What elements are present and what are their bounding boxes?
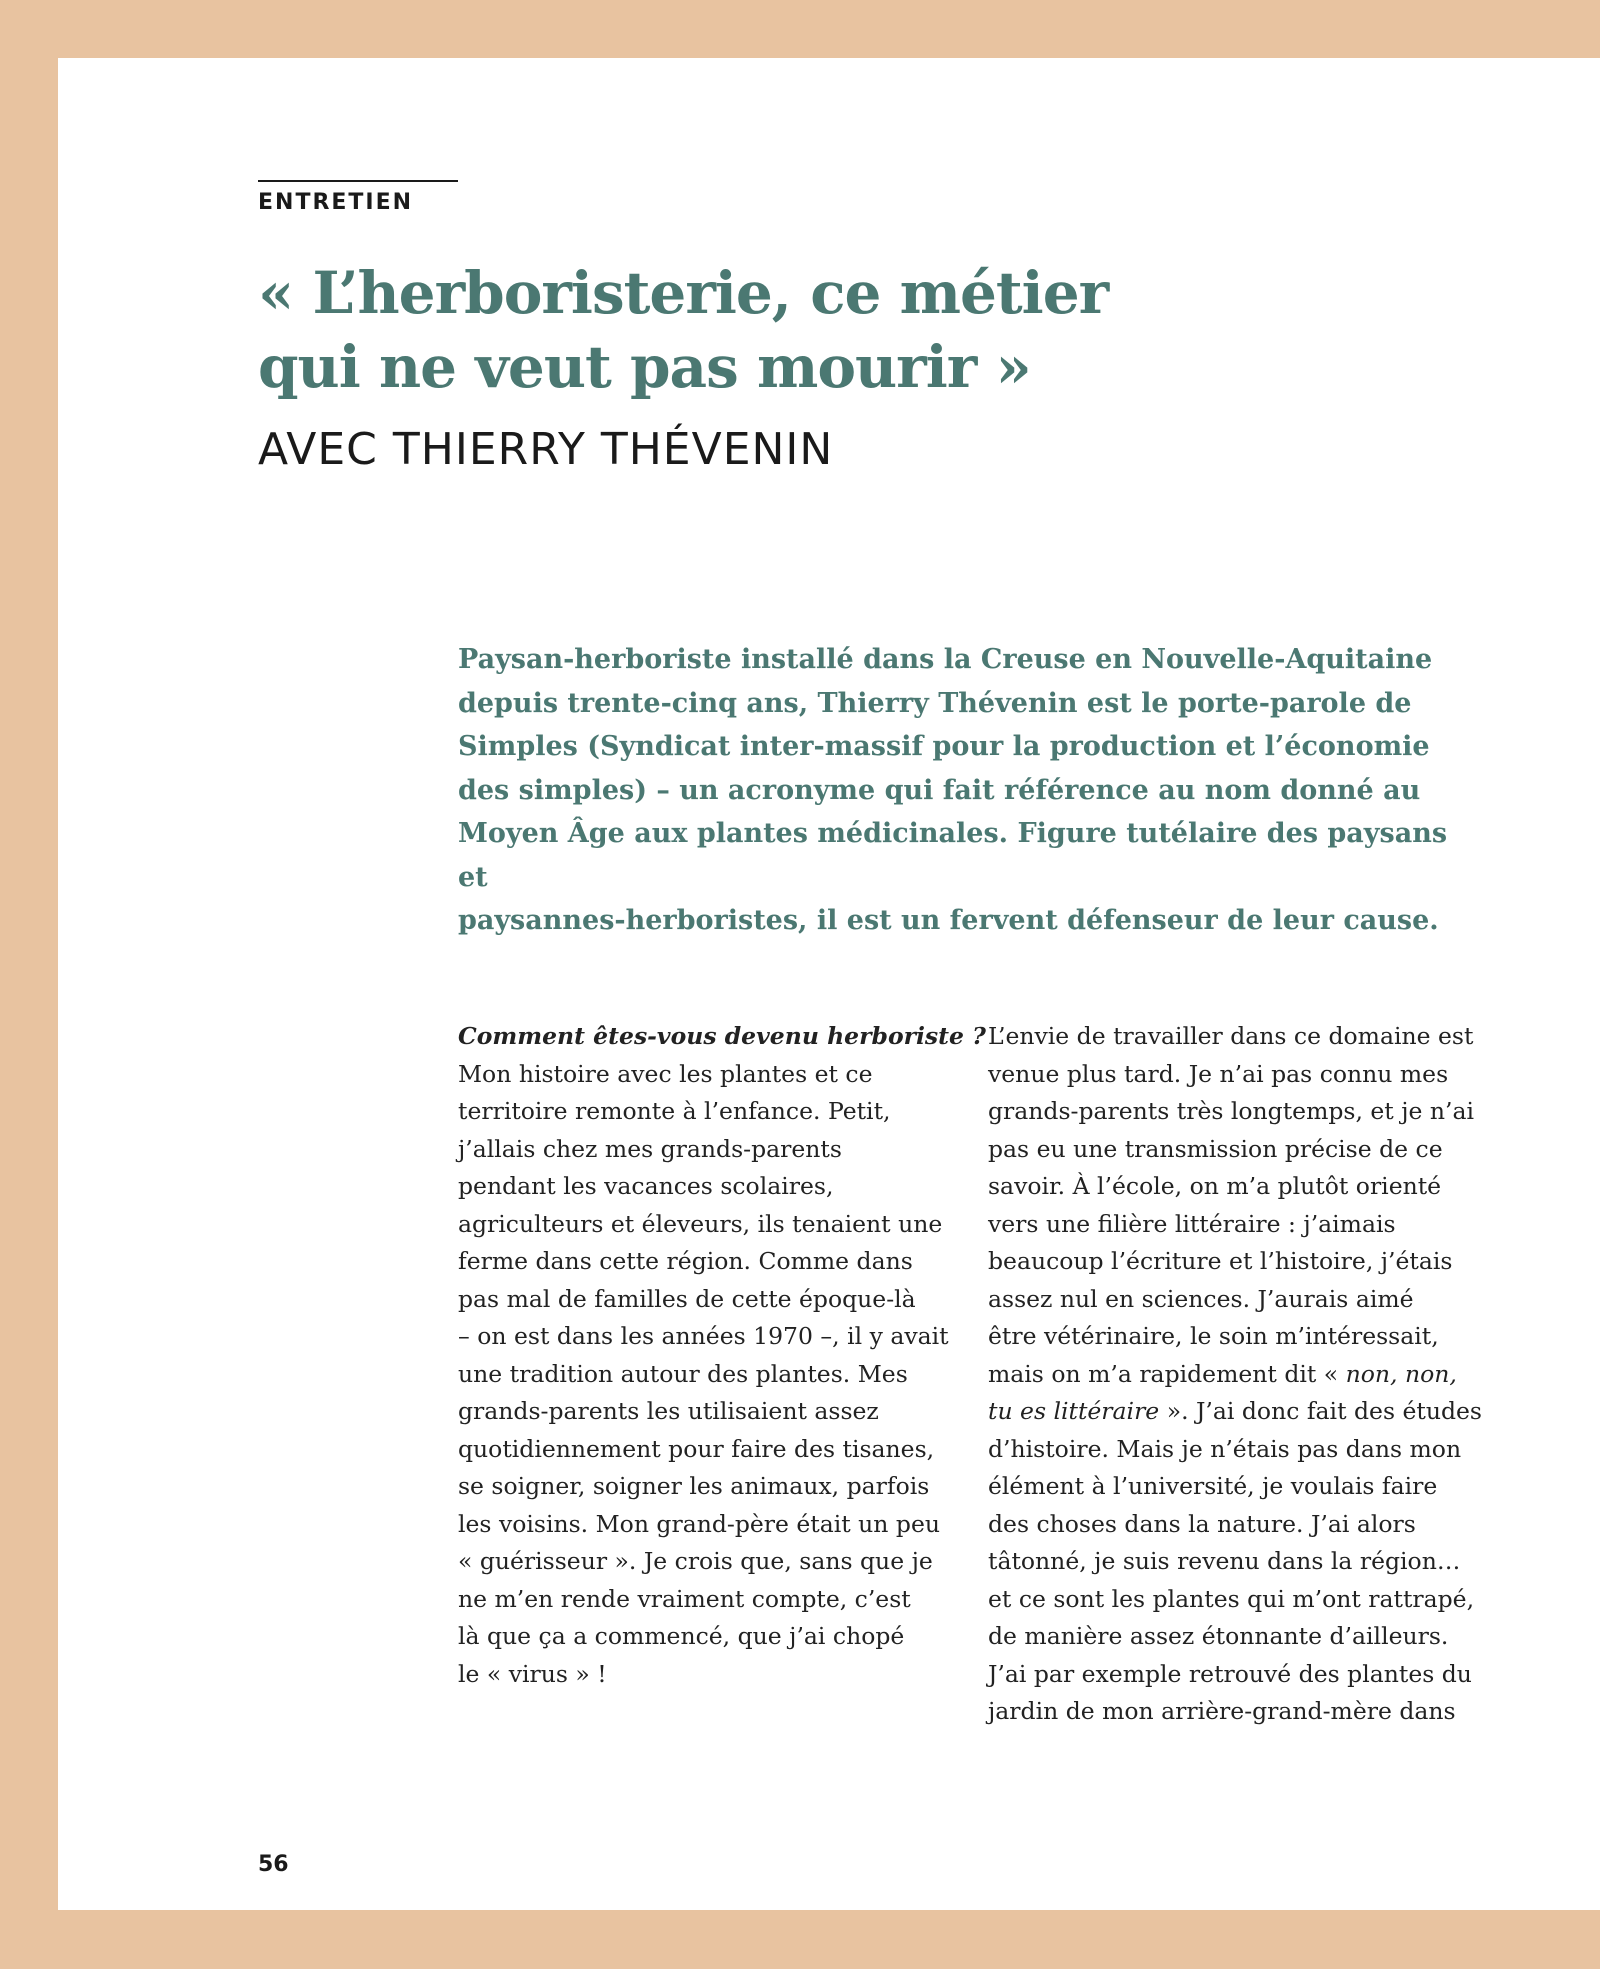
body-line: L’envie de travailler dans ce domaine est: [988, 1022, 1474, 1050]
body-line: pas mal de familles de cette époque-là: [458, 1284, 916, 1313]
body-line: se soigner, soigner les animaux, parfois: [458, 1472, 930, 1500]
quote-italic: tu es littéraire: [988, 1397, 1160, 1425]
header-rule: [258, 180, 458, 182]
body-line: ne m’en rende vraiment compte, c’est: [458, 1584, 911, 1613]
body-line: ferme dans cette région. Comme dans: [458, 1247, 913, 1275]
body-line: les voisins. Mon grand-père était un peu: [458, 1509, 941, 1538]
body-line: – on est dans les années 1970 –, il y avait: [458, 1322, 949, 1350]
body-line: Mon histoire avec les plantes et ce: [458, 1059, 873, 1088]
body-line: pendant les vacances scolaires,: [458, 1172, 834, 1200]
body-line: être vétérinaire, le soin m’intéressait,: [988, 1322, 1439, 1350]
page-number: 56: [258, 1852, 289, 1877]
left-column: [458, 1018, 986, 1693]
body-line: J’ai par exemple retrouvé des plantes du: [988, 1659, 1472, 1688]
body-line: beaucoup l’écriture et l’histoire, j’étais: [988, 1247, 1453, 1275]
interview-question: Comment êtes-vous devenu herboriste ?: [458, 1022, 986, 1050]
body-line: territoire remonte à l’enfance. Petit,: [458, 1097, 891, 1125]
intro-paragraph: [458, 638, 1478, 943]
body-line: là que ça a commencé, que j’ai chopé: [458, 1622, 905, 1650]
body-line: une tradition autour des plantes. Mes: [458, 1359, 908, 1388]
page: [58, 58, 1600, 1910]
section-label: ENTRETIEN: [258, 190, 414, 215]
quote-prefix: mais on m’a rapidement dit «: [988, 1359, 1346, 1388]
body-line: jardin de mon arrière-grand-mère dans: [988, 1697, 1456, 1725]
body-line: grands-parents très longtemps, et je n’ai: [988, 1097, 1475, 1125]
quote-italic: non, non,: [1345, 1359, 1457, 1388]
body-line: des choses dans la nature. J’ai alors: [988, 1509, 1416, 1538]
article-title: [258, 256, 1408, 404]
body-line: de manière assez étonnante d’ailleurs.: [988, 1622, 1449, 1650]
body-line: pas eu une transmission précise de ce: [988, 1134, 1443, 1163]
body-line: grands-parents les utilisaient assez: [458, 1397, 879, 1425]
intro-line: Moyen Âge aux plantes médicinales. Figure tutélaire des paysans et: [458, 818, 1448, 893]
body-line: et ce sont les plantes qui m’ont rattrapé,: [988, 1584, 1475, 1613]
body-line: assez nul en sciences. J’aurais aimé: [988, 1284, 1414, 1313]
article-subtitle: AVEC THIERRY THÉVENIN: [258, 424, 834, 475]
body-line: le « virus » !: [458, 1659, 607, 1688]
right-column: [988, 1018, 1482, 1731]
body-line: [988, 1356, 1468, 1394]
body-line: agriculteurs et éleveurs, ils tenaient une: [458, 1209, 943, 1238]
body-line: savoir. À l’école, on m’a plutôt orienté: [988, 1172, 1442, 1200]
intro-line: Paysan-herboriste installé dans la Creuse en Nouvelle-Aquitaine: [458, 644, 1433, 675]
quote-suffix: ». J’ai donc fait des études: [1159, 1397, 1482, 1425]
intro-line: des simples) – un acronyme qui fait référence au nom donné au: [458, 774, 1421, 806]
body-line: tâtonné, je suis revenu dans la région…: [988, 1547, 1461, 1575]
intro-line: Simples (Syndicat inter-massif pour la production et l’économie: [458, 731, 1430, 762]
body-line: d’histoire. Mais je n’étais pas dans mon: [988, 1434, 1462, 1463]
intro-line: paysannes-herboristes, il est un fervent défenseur de leur cause.: [458, 905, 1439, 936]
body-line: vers une filière littéraire : j’aimais: [988, 1209, 1396, 1238]
title-line: « L’herboristerie, ce métier: [258, 259, 1109, 327]
title-line: qui ne veut pas mourir »: [258, 333, 1031, 401]
body-line: [988, 1393, 1482, 1431]
body-line: venue plus tard. Je n’ai pas connu mes: [988, 1059, 1449, 1088]
body-line: quotidiennement pour faire des tisanes,: [458, 1434, 935, 1463]
intro-line: depuis trente-cinq ans, Thierry Thévenin est le porte-parole de: [458, 687, 1412, 719]
body-line: élément à l’université, je voulais faire: [988, 1472, 1438, 1500]
body-line: j’allais chez mes grands-parents: [458, 1134, 842, 1163]
body-line: « guérisseur ». Je crois que, sans que je: [458, 1547, 933, 1575]
